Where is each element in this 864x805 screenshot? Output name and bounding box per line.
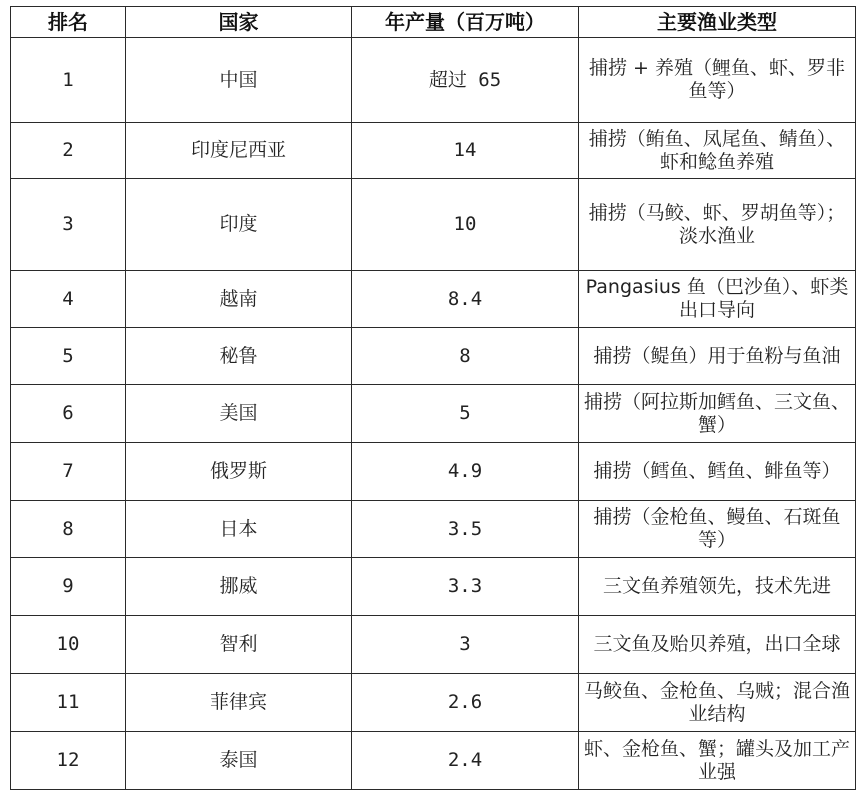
table-row <box>11 179 856 271</box>
rank-cell: 11 <box>11 674 126 732</box>
output-cell: 2.4 <box>352 732 579 790</box>
fishery-type-cell: 马鲛鱼、金枪鱼、乌贼；混合渔业结构 <box>579 674 856 732</box>
table-row <box>11 558 856 616</box>
fishery-type-cell: 捕捞 + 养殖（鲤鱼、虾、罗非鱼等） <box>579 38 856 123</box>
fishery-type-cell: 三文鱼及贻贝养殖，出口全球 <box>579 616 856 674</box>
fishery-type-cell: 捕捞（鳀鱼）用于鱼粉与鱼油 <box>579 328 856 385</box>
rank-cell: 3 <box>11 179 126 271</box>
output-cell: 3.3 <box>352 558 579 616</box>
header-fishery-type: 主要渔业类型 <box>579 7 856 38</box>
output-cell: 14 <box>352 123 579 179</box>
rank-cell: 4 <box>11 271 126 328</box>
header-country: 国家 <box>126 7 352 38</box>
fishery-type-cell: 虾、金枪鱼、蟹；罐头及加工产业强 <box>579 732 856 790</box>
rank-cell: 10 <box>11 616 126 674</box>
table-row <box>11 38 856 123</box>
rank-cell: 1 <box>11 38 126 123</box>
country-cell: 智利 <box>126 616 352 674</box>
fishery-type-cell: 捕捞（鲔鱼、凤尾鱼、鲭鱼）、虾和鲶鱼养殖 <box>579 123 856 179</box>
output-cell: 2.6 <box>352 674 579 732</box>
header-rank: 排名 <box>11 7 126 38</box>
country-cell: 泰国 <box>126 732 352 790</box>
table-row <box>11 328 856 385</box>
fishery-type-cell: 捕捞（阿拉斯加鳕鱼、三文鱼、蟹） <box>579 385 856 443</box>
fishery-type-cell: 捕捞（鳕鱼、鳕鱼、鲱鱼等） <box>579 443 856 501</box>
table-row <box>11 501 856 558</box>
table-header-row <box>11 7 856 38</box>
fishery-type-cell: 捕捞（金枪鱼、鳗鱼、石斑鱼等） <box>579 501 856 558</box>
output-cell: 4.9 <box>352 443 579 501</box>
rank-cell: 9 <box>11 558 126 616</box>
rank-cell: 5 <box>11 328 126 385</box>
country-cell: 日本 <box>126 501 352 558</box>
output-cell: 超过 65 <box>352 38 579 123</box>
table-row <box>11 732 856 790</box>
rank-cell: 12 <box>11 732 126 790</box>
table-row <box>11 616 856 674</box>
country-cell: 秘鲁 <box>126 328 352 385</box>
output-cell: 5 <box>352 385 579 443</box>
output-cell: 10 <box>352 179 579 271</box>
country-cell: 挪威 <box>126 558 352 616</box>
country-cell: 印度 <box>126 179 352 271</box>
table-row <box>11 271 856 328</box>
fishery-type-cell: 捕捞（马鲛、虾、罗胡鱼等）；淡水渔业 <box>579 179 856 271</box>
header-output: 年产量（百万吨） <box>352 7 579 38</box>
country-cell: 俄罗斯 <box>126 443 352 501</box>
rank-cell: 7 <box>11 443 126 501</box>
fishery-type-cell: 三文鱼养殖领先，技术先进 <box>579 558 856 616</box>
table-row <box>11 123 856 179</box>
country-cell: 越南 <box>126 271 352 328</box>
output-cell: 8 <box>352 328 579 385</box>
fishery-type-cell: Pangasius 鱼（巴沙鱼）、虾类出口导向 <box>579 271 856 328</box>
country-cell: 美国 <box>126 385 352 443</box>
country-cell: 菲律宾 <box>126 674 352 732</box>
table-row <box>11 385 856 443</box>
output-cell: 3.5 <box>352 501 579 558</box>
output-cell: 8.4 <box>352 271 579 328</box>
table-body <box>11 38 856 790</box>
rank-cell: 8 <box>11 501 126 558</box>
country-cell: 印度尼西亚 <box>126 123 352 179</box>
output-cell: 3 <box>352 616 579 674</box>
country-cell: 中国 <box>126 38 352 123</box>
rank-cell: 6 <box>11 385 126 443</box>
rank-cell: 2 <box>11 123 126 179</box>
fishery-ranking-table <box>10 6 856 790</box>
table-row <box>11 443 856 501</box>
table-row <box>11 674 856 732</box>
